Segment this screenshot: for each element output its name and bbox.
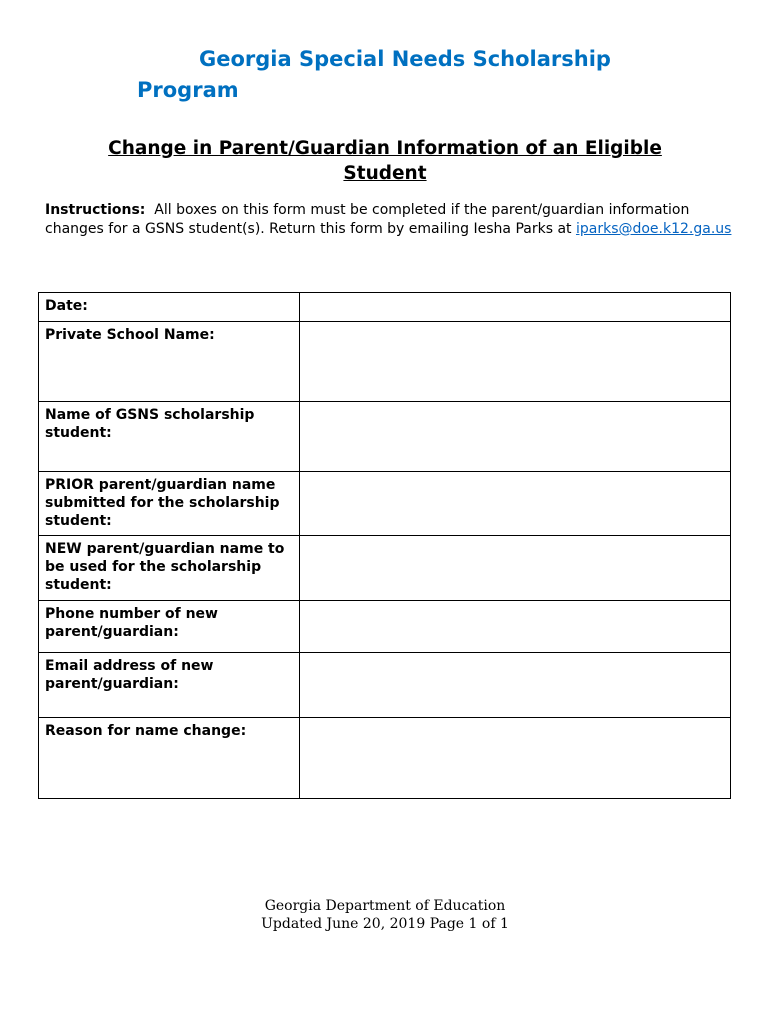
private-school-label: Private School Name:: [39, 322, 300, 402]
phone-cell: [299, 601, 730, 653]
email-cell: [299, 653, 730, 718]
student-name-cell: [299, 402, 730, 472]
date-input[interactable]: [300, 293, 730, 321]
form-row-private-school: [39, 322, 731, 402]
form-row-date: [39, 293, 731, 322]
instructions-text: All boxes on this form must be completed if the parent/guardian information changes for a GSNS student(s). Return this form by emailing Iesha Parks at: [45, 202, 690, 237]
footer-department: Georgia Department of Education: [264, 898, 506, 914]
phone-label: Phone number of new parent/guardian:: [39, 601, 300, 653]
reason-label: Reason for name change:: [39, 718, 300, 799]
date-label: Date:: [39, 293, 300, 322]
form-row-new-guardian: [39, 536, 731, 601]
date-cell: [299, 293, 730, 322]
contact-email-link[interactable]: iparks@doe.k12.ga.us: [575, 221, 732, 237]
prior-guardian-label: PRIOR parent/guardian name submitted for the scholarship student:: [39, 472, 300, 536]
reason-cell: [299, 718, 730, 799]
page-footer: [0, 897, 770, 933]
form-title: [60, 136, 710, 186]
reason-textarea[interactable]: [300, 718, 730, 798]
form-row-prior-guardian: [39, 472, 731, 536]
instructions: [45, 201, 735, 239]
program-title-line2: Program: [137, 78, 239, 102]
prior-guardian-input[interactable]: [300, 472, 730, 535]
private-school-cell: [299, 322, 730, 402]
form-row-email: [39, 653, 731, 718]
phone-input[interactable]: [300, 601, 730, 652]
instructions-label: Instructions:: [45, 202, 146, 218]
email-input[interactable]: [300, 653, 730, 717]
new-guardian-label: NEW parent/guardian name to be used for the scholarship student:: [39, 536, 300, 601]
new-guardian-cell: [299, 536, 730, 601]
form-row-reason: [39, 718, 731, 799]
program-title-line1: Georgia Special Needs Scholarship: [199, 47, 611, 71]
form-row-phone: [39, 601, 731, 653]
form-title-line1: Change in Parent/Guardian Information of an Eligible: [108, 138, 662, 159]
private-school-input[interactable]: [300, 322, 730, 401]
student-name-input[interactable]: [300, 402, 730, 471]
prior-guardian-cell: [299, 472, 730, 536]
form-title-line2: Student: [343, 163, 427, 184]
form-row-student-name: [39, 402, 731, 472]
student-name-label: Name of GSNS scholarship student:: [39, 402, 300, 472]
info-form-table: [38, 292, 731, 799]
email-label: Email address of new parent/guardian:: [39, 653, 300, 718]
footer-updated: Updated June 20, 2019 Page 1 of 1: [261, 916, 509, 932]
new-guardian-input[interactable]: [300, 536, 730, 600]
